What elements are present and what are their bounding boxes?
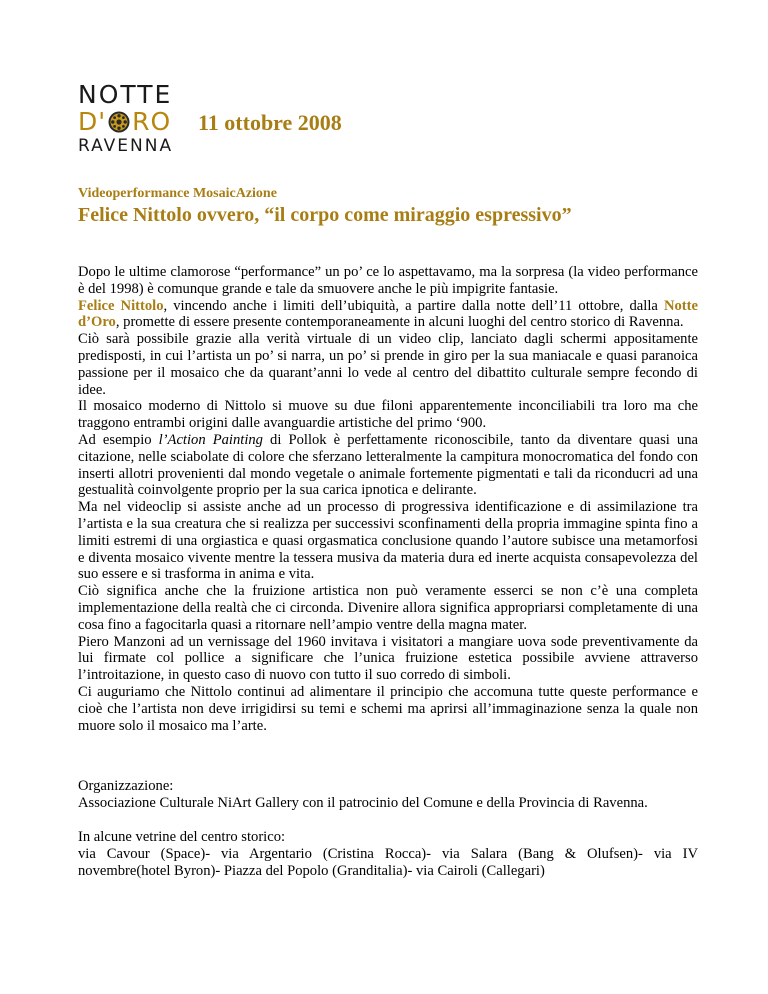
golden-mosaic-disc-icon: [108, 111, 130, 133]
article-body: [78, 264, 698, 734]
organization-label: Organizzazione:: [78, 778, 174, 794]
logo-line-ravenna: RAVENNA: [78, 136, 174, 156]
paragraph-4: Il mosaico moderno di Nittolo si muove su due filoni apparentemente inconciliabili tra loro ma che traggono entrambi origini dalle avanguardie artistiche del primo ‘900.: [78, 398, 698, 432]
paragraph-5: [78, 432, 698, 499]
paragraph-6: Ma nel videoclip si assiste anche ad un processo di progressiva identificazione e di assimilazione tra l’artista e la sua creatura che si realizza per successivi sconfinamenti della propria immagine spinta fino a limiti estremi di una orgiastica e quasi orgasmatica conclusione quando l’autore subisce una metamorfosi e diventa mosaico vivente mentre la tessera musiva da materia dura ed inerte acquista consapevolezza del suo essere e si trasforma in anima e vita.: [78, 499, 698, 583]
logo-line-doro-left: D': [78, 107, 107, 136]
organization-section: [78, 778, 718, 812]
notte-doro-logo: [78, 82, 190, 158]
headline: Felice Nittolo ovvero, “il corpo come miraggio espressivo”: [78, 204, 572, 226]
paragraph-2-text-a: , vincendo anche i limiti dell’ubiquità, a partire dalla notte dell’11 ottobre, dalla: [163, 297, 664, 314]
paragraph-1: Dopo le ultime clamorose “performance” un po’ ce lo aspettavamo, ma la sorpresa (la video performance è del 1998) è comunque grande e tale da smuovere anche le più impigrite fantasie.: [78, 264, 698, 297]
logo-line-doro-right: RO: [132, 107, 172, 136]
event-date: 11 ottobre 2008: [198, 110, 342, 135]
paragraph-3: Ciò sarà possibile grazie alla verità virtuale di un video clip, lanciato dagli schermi appositamente predisposti, in cui l’artista un po’ si narra, un po’ si prende in giro per la sua maniacale e quasi paranoica passione per il mosaico che da quarant’anni lo vede al centro del dibattito culturale sempre fecondo di idee.: [78, 331, 698, 398]
paragraph-8: Piero Manzoni ad un vernissage del 1960 invitava i visitatori a mangiare uova sode preventivamente da lui firmate col pollice a significare che l’unica fruizione estetica possibile avviene attraverso l’introitazione, in questo caso di nuovo con tutto il suo corredo di simboli.: [78, 633, 698, 684]
organization-text: Associazione Culturale NiArt Gallery con il patrocinio del Comune e della Provincia di Ravenna.: [78, 794, 648, 811]
paragraph-9: Ci auguriamo che Nittolo continui ad alimentare il principio che accomuna tutte queste performance e cioè che l’artista non deve irrigidirsi su temi e schemi ma aprirsi all’immaginazione senza la quale non muore solo il mosaico ma l’arte.: [78, 683, 698, 734]
paragraph-2: [78, 298, 698, 332]
paragraph-5-text-b: di Pollok è perfettamente riconoscibile, tanto da diventare quasi una citazione, nelle sciabolate di colore che sferzano letteralmente la campitura monocromatica del fondo con inserti allotri provenienti dal mondo vegetale o animale fortemente pigmentati e tali da riconducri ad una gestualità coinvolgente proprio per la sua carica ipnotica e delirante.: [78, 431, 698, 499]
stores-text: via Cavour (Space)- via Argentario (Cristina Rocca)- via Salara (Bang & Olufsen)- via IV novembre(hotel Byron)- Piazza del Popolo (Granditalia)- via Cairoli (Callegari): [78, 845, 698, 879]
paragraph-2-text-b: , promette di essere presente contemporaneamente in alcuni luoghi del centro storico di Ravenna.: [115, 314, 684, 331]
paragraph-5-text-a: Ad esempio: [78, 431, 159, 448]
artist-name: Felice Nittolo: [78, 297, 164, 314]
paragraph-7: Ciò significa anche che la fruizione artistica non può veramente esserci se non c’è una completa implementazione della realtà che ci circonda. Divenire allora significa appropriarsi completamente di una cosa fino a fagocitarla quasi a ritornare nell’ampio ventre della magna mater.: [78, 583, 698, 633]
stores-section: [78, 829, 698, 879]
event-name: Notte d’Oro: [78, 297, 698, 331]
action-painting-italic: l’Action Painting: [158, 431, 263, 448]
stores-label: In alcune vetrine del centro storico:: [78, 829, 286, 845]
logo-line-doro: [78, 109, 171, 135]
kicker: Videoperformance MosaicAzione: [78, 186, 277, 201]
logo-line-notte: NOTTE: [78, 80, 173, 109]
